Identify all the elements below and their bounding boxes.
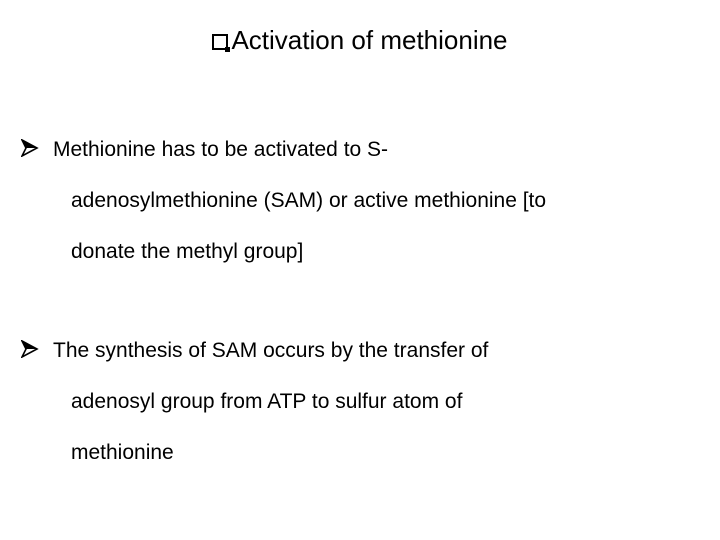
bullet-item-1 bbox=[20, 124, 660, 277]
bullet-text: donate the methyl group] bbox=[71, 240, 304, 263]
bullet-text: Methionine has to be activated to S- bbox=[53, 138, 389, 161]
bullet-text: methionine bbox=[71, 441, 174, 464]
slide-title bbox=[0, 22, 720, 58]
slide-title-text: Activation of methionine bbox=[231, 25, 508, 55]
bullet-text: adenosylmethionine (SAM) or active methionine [to bbox=[71, 189, 547, 212]
bullet-line bbox=[20, 175, 660, 226]
bullet-text: The synthesis of SAM occurs by the transfer of bbox=[53, 339, 489, 362]
bullet-line bbox=[20, 124, 660, 175]
bullet-line bbox=[20, 226, 660, 277]
checkbox-square-bullet-icon bbox=[212, 34, 228, 50]
bullet-line bbox=[20, 427, 660, 478]
arrow-bullet-icon bbox=[21, 325, 39, 376]
bullet-line bbox=[20, 325, 660, 376]
bullet-item-2 bbox=[20, 325, 660, 478]
bullet-line bbox=[20, 376, 660, 427]
bullet-text: adenosyl group from ATP to sulfur atom of bbox=[71, 390, 463, 413]
arrow-bullet-icon bbox=[21, 124, 39, 175]
